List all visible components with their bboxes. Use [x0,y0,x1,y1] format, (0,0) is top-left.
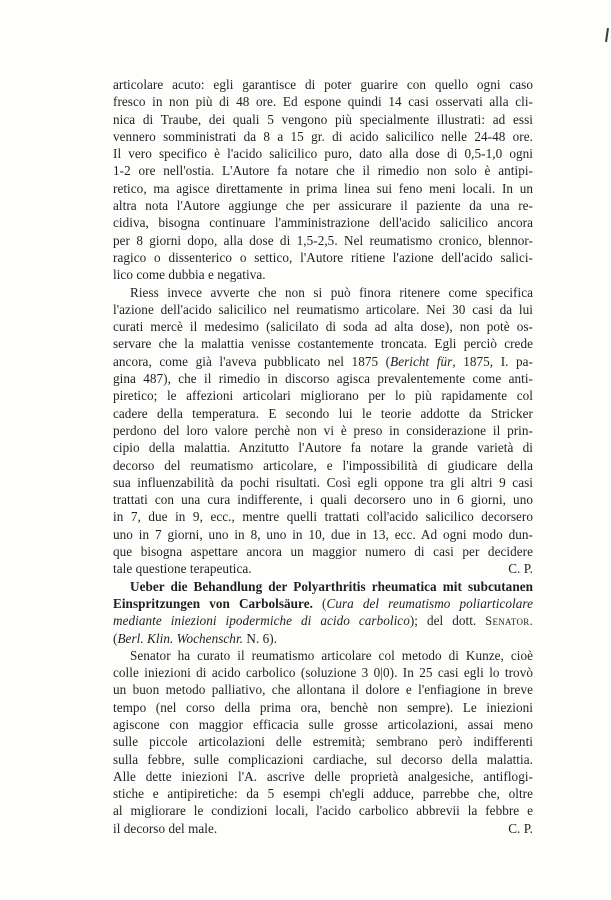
text-line: que bisogna aspettare ancora un maggior numero di casi per decidere [113,544,533,560]
text-span: ( [113,630,118,646]
text-line: gina 487), che il rimedio in discorso agisca prevalentemente come anti- [113,371,533,387]
text-line: sulle piccole articolazioni delle estremità; sembrano però indifferenti [113,734,533,750]
text-line: piretico; le affezioni articolari migliorano per lo più rapidamente col [113,388,533,404]
text-line: perdono del loro valore perchè non vi è preso in considerazione il prin- [113,422,533,438]
author-initials: C. P. [508,561,533,577]
text-line: tempo (nel corso della prima ora, benchè non sempre). Le iniezioni [113,699,533,715]
text-line: cipio della malattia. Anzitutto l'Autore fa notare la grande varietà di [113,440,533,456]
article-text [113,76,533,837]
text-line [113,612,533,629]
text-line [113,353,533,370]
text-line: sua influenzabilità da pochi risultati. Così egli oppone tra gli altri 9 casi [113,474,533,490]
text-line: stiche e antipiretiche: da 5 esempi ch'egli adduce, parrebbe che, oltre [113,786,533,802]
text-line: curati mercè il medesimo (salicilato di soda ad alta dose), non potè os- [113,319,533,335]
text-span: N. 6). [246,630,278,646]
text-line: Il vero specifico è l'acido salicilico puro, dato alla dose di 0,5-1,0 ogni [113,146,533,162]
text-span: ( [322,595,327,611]
page-edge-mark [605,28,609,42]
text-line: per 8 giorni dopo, alla dose di 1,5-2,5. Nel reumatismo cronico, blennor- [113,232,533,248]
text-line: altra nota l'Autore aggiunge che per assicurare il paziente da una re- [113,198,533,214]
text-line: articolare acuto: egli garantisce di poter guarire con quello ogni caso [113,77,533,92]
author-initials: C. P. [508,820,533,836]
text-line: decorso del reumatismo articolare, e l'impossibilità di giudicare della [113,457,533,473]
journal-name: Berl. Klin. Wochenschr. [117,630,244,646]
text-line: Senator ha curato il reumatismo articolare col metodo di Kunze, cioè [130,647,533,663]
text-line: al migliorare le condizioni locali, l'acido carbolico abbrevii la febbre e [113,803,533,819]
text-line: lico come dubbia e negativa. [113,267,266,283]
text-line: ragico o dissenterico o settico, l'Autore ritiene l'azione dell'acido salici- [113,249,533,265]
text-line: cidiva, bisogna continuare l'amministrazione dell'acido salicilico ancora [113,215,533,231]
text-line: nica di Traube, dei quali 5 vengono più specialmente illustrati: ad essi [113,111,533,127]
article-title: Ueber die Behandlung der Polyarthritis rheumatica mit subcutanen [130,578,533,594]
article-title-end: Einspritzungen von Carbolsäure. [113,595,313,611]
text-line: fresco in non più di 48 ore. Ed espone quindi 14 casi osservati alla cli- [113,94,533,110]
text-span: il decorso del male. [113,820,218,836]
citation-italic: Bericht für [390,353,453,369]
text-line: trattati con una cura indifferente, i quali decorsero uno in 6 giorni, uno [113,492,533,508]
text-line [113,595,533,612]
text-line: uno in 7 giorni, uno in 8, uno in 10, due in 13, ecc. Ad ogni modo dun- [113,526,533,542]
text-span: ); del dott. [409,613,477,629]
title-translation: Cura del reumatismo poliarticolare [326,595,533,611]
text-line: l'azione dell'acido salicilico nel reumatismo articolare. Nei 30 casi da lui [113,301,533,317]
text-span: , 1875, I. pa- [452,353,533,369]
author-name: Senator. [485,614,533,629]
text-line [113,560,533,577]
text-span: tale questione terapeutica. [113,561,252,577]
text-line: vennero somministrati da 8 a 15 gr. di acido salicilico nelle 24-48 ore. [113,128,533,144]
text-line: 1-2 ore nell'ostia. L'Autore fa notare che il rimedio non solo è antipi- [113,163,533,179]
text-line [113,630,533,647]
text-line: sulla febbre, sulle complicazioni cardiache, sul decorso della malattia. [113,751,533,767]
text-line: Alle dette iniezioni l'A. ascrive delle proprietà analgesiche, antiflogi- [113,768,533,784]
text-line: cadere della temperatura. E secondo lui le teorie addotte da Stricker [113,405,533,421]
text-line [113,820,533,837]
text-line: agiscone con maggior efficacia sulle grosse articolazioni, assai meno [113,716,533,732]
text-span: ancora, come già l'aveva pubblicato nel 1875 ( [113,353,391,369]
text-line: servare che la malattia venisse costantemente troncata. Egli perciò crede [113,336,533,352]
text-line: un buon metodo palliativo, che allontana il dolore e l'enfiagione in breve [113,682,533,698]
text-line: colle iniezioni di acido carbolico (soluzione 3 0|0). In 25 casi egli lo trovò [113,665,533,681]
title-translation: mediante iniezioni ipodermiche di acido carbolico [113,613,410,629]
text-line: retico, ma agisce direttamente in prima linea sui feno meni locali. In un [113,180,533,196]
text-line: in 7, due in 9, ecc., mentre quelli trattati coll'acido salicilico decorsero [113,509,533,525]
text-line: Riess invece avverte che non si può finora ritenere come specifica [130,284,533,300]
